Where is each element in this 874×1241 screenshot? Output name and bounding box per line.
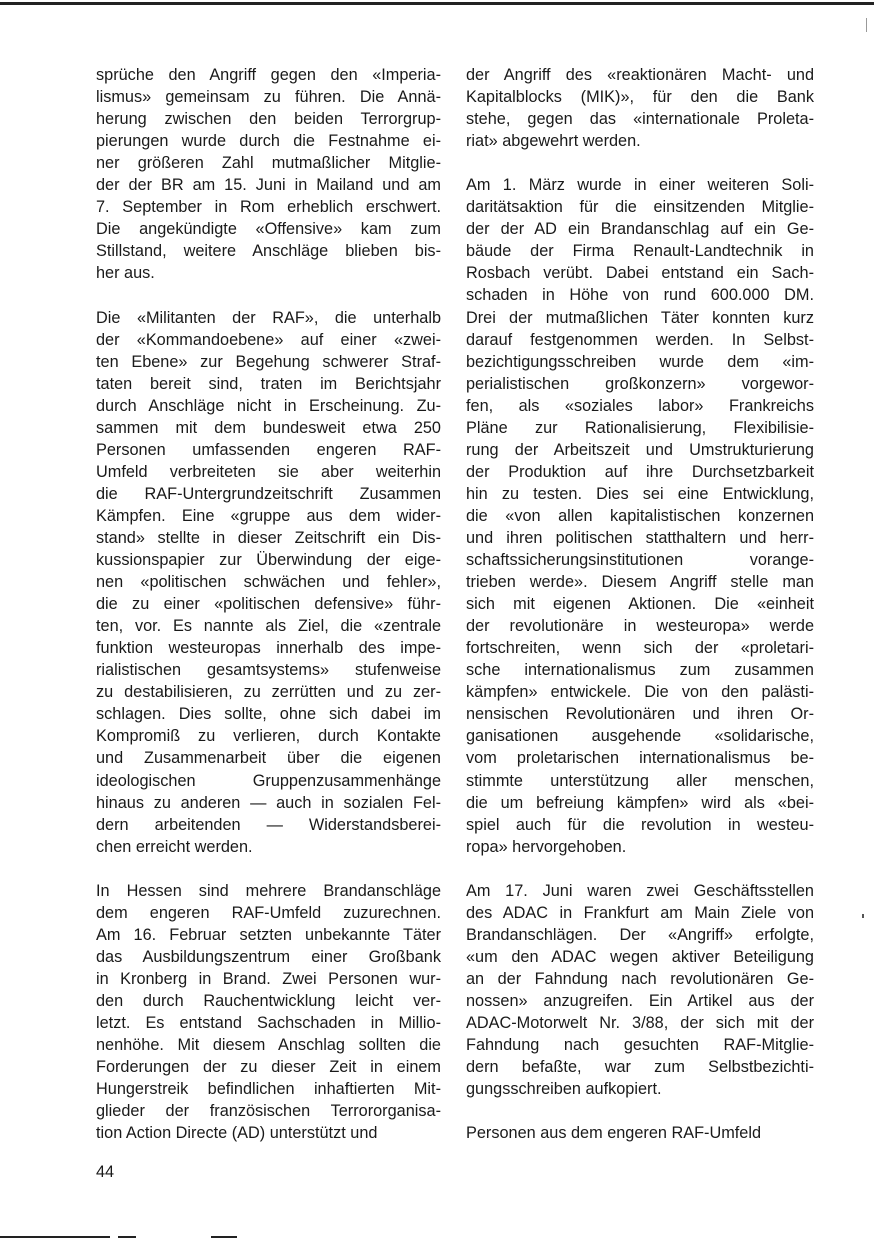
paragraph <box>96 64 441 284</box>
paragraph-gap <box>466 152 814 174</box>
text-line: herung zwischen den beiden Terrorgrup- <box>96 110 441 129</box>
text-line: In Hessen sind mehrere Brandanschläge <box>96 881 441 900</box>
text-line: tion Action Directe (AD) unterstützt und <box>96 1124 378 1143</box>
text-line: perialistischen großkonzern» vorgewor- <box>466 374 814 393</box>
text-line: hinaus zu anderen — auch in sozialen Fel- <box>96 793 441 812</box>
text-line: glieder der französischen Terrororganisa- <box>96 1102 441 1121</box>
text-line: 7. September in Rom erheblich erschwert. <box>96 198 441 217</box>
scan-speck <box>866 18 867 32</box>
text-line: zu destabilisieren, zu zerrütten und zu zer- <box>96 683 441 702</box>
text-line: sche internationalismus zum zusammen <box>466 661 814 680</box>
text-line: sich mit eigenen Aktionen. Die «einheit <box>466 595 814 614</box>
text-line: der Angriff des «reaktionären Macht- und <box>466 66 814 84</box>
text-line: ner größeren Zahl mutmaßlicher Mitglie- <box>96 154 441 173</box>
text-line: trieben werde». Diesem Angriff stelle man <box>466 573 814 592</box>
text-line: Die angekündigte «Offensive» kam zum <box>96 220 441 239</box>
text-line: taten bereit sind, traten im Berichtsjahr <box>96 374 441 393</box>
text-line: der der AD ein Brandanschlag auf ein Ge- <box>466 220 814 239</box>
text-line: stimmte unterstützung aller menschen, <box>466 771 814 790</box>
text-line: bezichtigungsschreiben wurde dem «im- <box>466 352 814 371</box>
paragraph <box>466 880 814 1100</box>
paragraph <box>466 174 814 857</box>
text-line: nen «politischen schwächen und fehler», <box>96 573 441 592</box>
text-line: rung der Arbeitszeit und Umstrukturierung <box>466 440 814 459</box>
text-line: stehe, gegen das «internationale Proleta- <box>466 110 814 129</box>
text-line: nensischen Revolutionären und ihren Or- <box>466 705 814 724</box>
text-line: nenhöhe. Mit diesem Anschlag sollten die <box>96 1036 441 1055</box>
text-line: Am 17. Juni waren zwei Geschäftsstellen <box>466 881 814 900</box>
text-line: und ihren politischen statthaltern und herr- <box>466 528 814 547</box>
scan-edge-bottom <box>211 1236 237 1238</box>
paragraph-gap <box>466 858 814 880</box>
text-line: die um befreiung kämpfen» wird als «bei- <box>466 793 814 812</box>
text-line: pierungen wurde durch die Festnahme ei- <box>96 132 441 151</box>
scan-edge-top <box>0 2 874 5</box>
text-line: in Kronberg in Brand. Zwei Personen wur- <box>96 969 441 988</box>
paragraph <box>96 880 441 1145</box>
text-line: Brandanschlägen. Der «Angriff» erfolgte, <box>466 925 814 944</box>
scan-edge-bottom <box>118 1236 136 1238</box>
text-line: Kompromiß zu verlieren, durch Kontakte <box>96 727 441 746</box>
text-line: riat» abgewehrt werden. <box>466 132 641 151</box>
text-line: «um den ADAC wegen aktiver Beteiligung <box>466 947 814 966</box>
text-line: Fahndung nach gesuchten RAF-Mitglie- <box>466 1036 814 1055</box>
text-line: schlagen. Dies sollte, ohne sich dabei im <box>96 705 441 724</box>
text-line: darauf festgenommen werden. In Selbst- <box>466 330 814 349</box>
text-line: Die «Militanten der RAF», die unterhalb <box>96 308 441 327</box>
text-line: das Ausbildungszentrum einer Großbank <box>96 947 441 966</box>
text-line: ten Ebene» zur Begehung schwerer Straf- <box>96 352 441 371</box>
text-line: die «von allen kapitalistischen konzernen <box>466 506 814 525</box>
text-line: des ADAC in Frankfurt am Main Ziele von <box>466 903 814 922</box>
text-line: rialistischen gesamtsystems» stufenweise <box>96 661 441 680</box>
text-line: an der Fahndung nach revolutionären Ge- <box>466 969 814 988</box>
text-line: Personen umfassenden engeren RAF- <box>96 440 441 459</box>
text-line: Umfeld verbreiteten sie aber weiterhin <box>96 462 441 481</box>
text-line: der revolutionäre in westeuropa» werde <box>466 617 814 636</box>
text-line: hin zu testen. Dies sei eine Entwicklung, <box>466 484 814 503</box>
text-line: ropa» hervorgehoben. <box>466 837 627 856</box>
text-line: dem engeren RAF-Umfeld zuzurechnen. <box>96 903 441 922</box>
text-line: schaden in Höhe von rund 600.000 DM. <box>466 286 814 305</box>
text-line: her aus. <box>96 264 155 283</box>
text-line: der «Kommandoebene» auf einer «zwei- <box>96 330 441 349</box>
text-line: Am 16. Februar setzten unbekannte Täter <box>96 925 441 944</box>
paragraph-gap <box>96 858 441 880</box>
paragraph <box>96 307 441 858</box>
text-line: letzt. Es entstand Sachschaden in Millio- <box>96 1014 441 1033</box>
paragraph <box>466 64 814 152</box>
scan-edge-bottom <box>0 1236 110 1238</box>
paragraph <box>466 1122 814 1144</box>
text-line: sammen mit dem bundesweit etwa 250 <box>96 418 441 437</box>
text-line: fen, als «soziales labor» Frankreichs <box>466 396 814 415</box>
paragraph-gap <box>466 1100 814 1122</box>
text-line: Kämpfen. Eine «gruppe aus dem wider- <box>96 506 441 525</box>
text-line: ideologischen Gruppenzusammenhänge <box>96 771 441 790</box>
text-line: den durch Rauchentwicklung leicht ver- <box>96 991 441 1010</box>
text-line: dern befaßte, war zum Selbstbezichti- <box>466 1058 814 1077</box>
text-line: Kapitalblocks (MIK)», für den die Bank <box>466 88 814 107</box>
text-line: gungsschreiben aufkopiert. <box>466 1080 662 1099</box>
text-line: Forderungen der zu dieser Zeit in einem <box>96 1058 441 1077</box>
paragraph-gap <box>96 284 441 306</box>
text-line: chen erreicht werden. <box>96 837 253 856</box>
text-line: durch Anschläge nicht in Erscheinung. Zu- <box>96 396 441 415</box>
text-line: sprüche den Angriff gegen den «Imperia- <box>96 66 441 84</box>
text-line: Hungerstreik befindlichen inhaftierten Mit- <box>96 1080 441 1099</box>
text-line: die RAF-Untergrundzeitschrift Zusammen <box>96 484 441 503</box>
text-line: ten, vor. Es nannte als Ziel, die «zentrale <box>96 617 441 636</box>
text-line: ganisationen ausgehende «solidarische, <box>466 727 814 746</box>
text-line: Rosbach verübt. Dabei entstand ein Sach- <box>466 264 814 283</box>
text-line: Am 1. März wurde in einer weiteren Soli- <box>466 176 814 195</box>
text-line: kämpfen» entwickele. Die von den palästi- <box>466 683 814 702</box>
text-line: spiel auch für die revolution in westeu- <box>466 815 814 834</box>
text-line: stand» stellte in dieser Zeitschrift ein Dis- <box>96 528 441 547</box>
text-column-left <box>96 64 441 1144</box>
text-line: schaftssicherungsinstitutionen vorange- <box>466 551 814 570</box>
text-line: lismus» gemeinsam zu führen. Die Annä- <box>96 88 441 107</box>
text-line: Personen aus dem engeren RAF-Umfeld <box>466 1124 762 1143</box>
page-number: 44 <box>96 1163 115 1181</box>
text-line: die zu einer «politischen defensive» führ- <box>96 595 441 614</box>
text-line: ADAC-Motorwelt Nr. 3/88, der sich mit der <box>466 1014 814 1033</box>
text-line: und Zusammenarbeit über die eigenen <box>96 749 441 768</box>
text-line: funktion westeuropas innerhalb des impe- <box>96 639 441 658</box>
text-line: kussionspapier zur Überwindung der eige- <box>96 551 441 570</box>
text-line: fortschreiten, wenn sich der «proletari- <box>466 639 814 658</box>
scan-speck <box>862 914 864 918</box>
text-line: bäude der Firma Renault-Landtechnik in <box>466 242 814 261</box>
text-line: Drei der mutmaßlichen Täter konnten kurz <box>466 308 814 327</box>
text-line: der Produktion auf ihre Durchsetzbarkeit <box>466 462 814 481</box>
text-line: daritätsaktion für die einsitzenden Mitglie- <box>466 198 814 217</box>
text-line: vom proletarischen internationalismus be- <box>466 749 814 768</box>
text-column-right <box>466 64 814 1144</box>
text-line: Stillstand, weitere Anschläge blieben bis- <box>96 242 441 261</box>
text-line: nossen» anzugreifen. Ein Artikel aus der <box>466 991 814 1010</box>
text-line: Pläne zur Rationalisierung, Flexibilisie- <box>466 418 814 437</box>
text-line: dern arbeitenden — Widerstandsberei- <box>96 815 441 834</box>
text-line: der der BR am 15. Juni in Mailand und am <box>96 176 441 195</box>
